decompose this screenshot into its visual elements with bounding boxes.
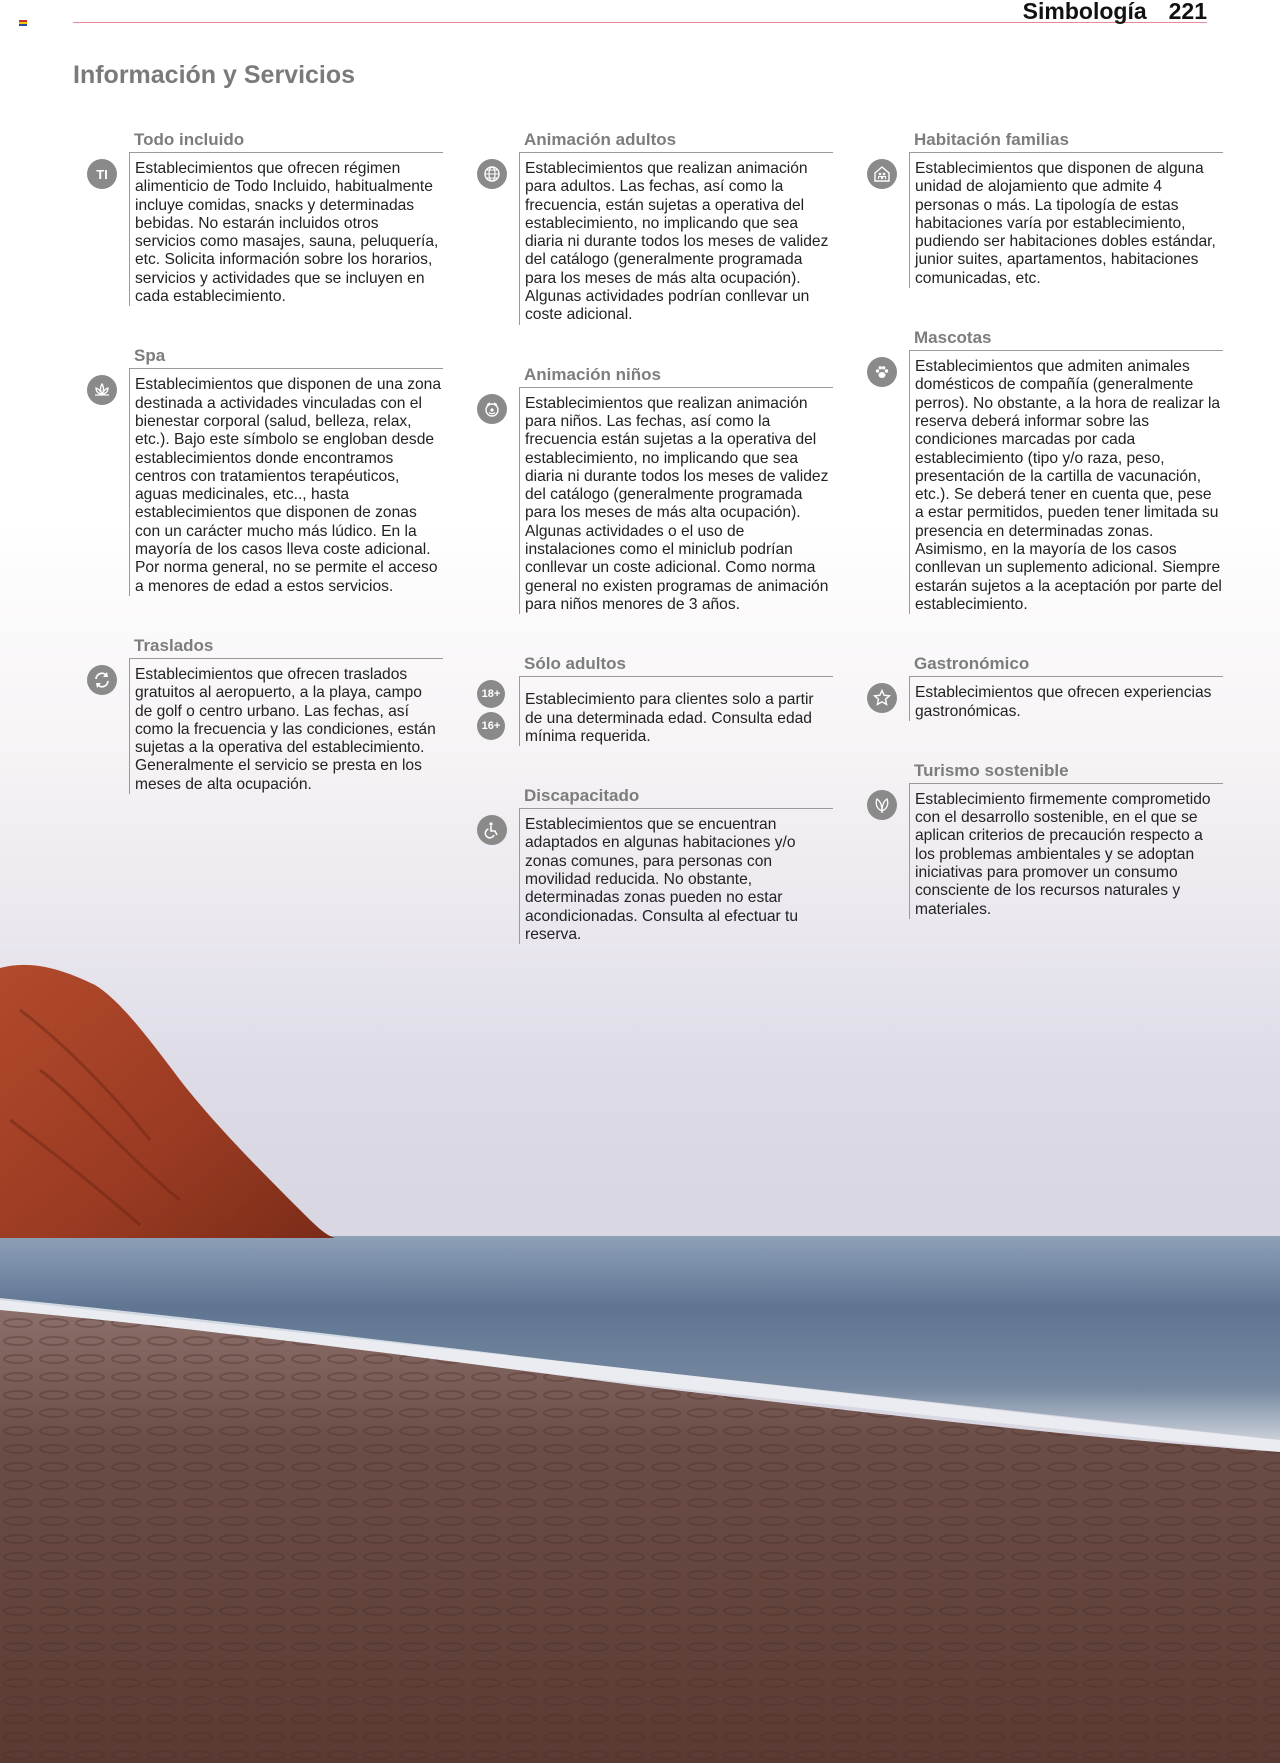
symbol-traslados (73, 634, 443, 794)
symbols-column-2 (463, 128, 833, 944)
symbol-todo-incluido (73, 128, 443, 306)
age-16-icon: 16+ (477, 712, 505, 740)
symbol-mascotas (853, 326, 1223, 614)
language-flag-icon (19, 20, 27, 26)
item-description: Establecimientos que se encuentran adaptados en algunas habitaciones y/o zonas comunes, para personas con movilidad reducida. No obstante, determinadas zonas pueden no estar acondicionadas. Consulta al efectuar tu reserva. (519, 808, 833, 944)
page-header (1023, 0, 1207, 25)
item-title: Traslados (134, 635, 214, 655)
clown-face-icon (477, 394, 507, 424)
item-title: Animación adultos (524, 130, 677, 149)
symbol-animacion-adultos (463, 128, 833, 325)
item-description: Establecimientos que ofrecen régimen alimenticio de Todo Incluido, habitualmente incluye comidas, snacks y determinadas bebidas. No estarán incluidos otros servicios como masajes, sauna, peluquería, etc. Solicita información sobre los horarios, servicios y actividades que se incluyen en cada establecimiento. (129, 152, 443, 306)
symbols-column-1 (73, 128, 443, 794)
item-title: Habitación familias (914, 130, 1069, 149)
item-title: Todo incluido (134, 130, 245, 149)
item-title: Turismo sostenible (914, 760, 1069, 780)
symbol-spa (73, 344, 443, 596)
wheelchair-icon (477, 815, 507, 845)
globe-icon (477, 159, 507, 189)
symbol-gastronomico (853, 652, 1223, 721)
leaf-icon (867, 790, 897, 820)
item-description: Establecimientos que disponen de una zona destinada a actividades vinculadas con el bienestar corporal (salud, belleza, relax, etc.). Bajo este símbolo se engloban desde establecimientos donde encontramos centros con tratamientos terapéuticos, aguas medicinales, etc.., hasta establecimientos que disponen de zonas con un carácter mucho más lúdico. En la mayoría de los casos lleva coste adicional. Por norma general, no se permite el acceso a menores de edad a estos servicios. (129, 368, 443, 596)
item-title: Gastronómico (914, 654, 1030, 674)
item-description: Establecimientos que realizan animación para adultos. Las fechas, así como la frecuencia, están sujetas a operativa del establecimiento, no implicando que sea diaria ni durante todos los meses de validez del catálogo (generalmente programada para los meses de más alta ocupación). Algunas actividades podrían conllevar un coste adicional. (519, 152, 833, 325)
star-icon (867, 683, 897, 713)
lotus-icon (87, 375, 117, 405)
section-title: Simbología (1022, 0, 1147, 24)
symbol-turismo-sostenible (853, 759, 1223, 919)
item-title: Sólo adultos (524, 654, 626, 674)
symbol-animacion-ninos (463, 363, 833, 615)
symbol-discapacitado (463, 784, 833, 944)
symbol-habitacion-familias (853, 128, 1223, 288)
item-description: Establecimientos que admiten animales domésticos de compañía (generalmente perros). No obstante, a la hora de realizar la reserva deberá informar sobre las condiciones marcadas por cada establecimiento (tipo y/o raza, peso, presentación de la cartilla de vacunación, etc.). Se deberá tener en cuenta que, pese a estar permitidos, pueden tener limitada su presencia en determinadas zonas. Asimismo, en la mayoría de los casos conllevan un suplemento adicional. Siempre estarán sujetos a la aceptación por parte del establecimiento. (909, 350, 1223, 614)
item-title: Spa (134, 346, 166, 366)
paw-icon (867, 357, 897, 387)
family-house-icon (867, 159, 897, 189)
age-18-icon: 18+ (477, 680, 505, 708)
item-description: Establecimientos que realizan animación para niños. Las fechas, así como la frecuencia están sujetas a la operativa del establecimiento, no implicando que sea diaria ni durante todos los meses de validez del catálogo (generalmente programada para los meses de más alta ocupación). Algunas actividades o el uso de instalaciones como el miniclub podrían conllevar un coste adicional. Como norma general no existen programas de animación para niños menores de 3 años. (519, 387, 833, 615)
symbol-solo-adultos (463, 652, 833, 746)
page-title: Información y Servicios (73, 61, 356, 89)
item-title: Animación niños (524, 364, 661, 384)
item-title: Discapacitado (524, 786, 640, 806)
transfer-arrows-icon (87, 665, 117, 695)
todo-incluido-icon: TI (87, 159, 117, 189)
item-description: Establecimientos que ofrecen experiencias gastronómicas. (909, 676, 1223, 721)
item-description: Establecimiento firmemente comprometido con el desarrollo sostenible, en el que se aplican criterios de precaución respecto a los problemas ambientales y se adoptan iniciativas para promover un consumo consciente de los recursos naturales y materiales. (909, 783, 1223, 919)
item-title: Mascotas (914, 328, 992, 348)
item-description: Establecimientos que disponen de alguna unidad de alojamiento que admite 4 personas o más. La tipología de estas habitaciones varía por establecimiento, pudiendo ser habitaciones dobles estándar, junior suites, apartamentos, habitaciones comunicadas, etc. (909, 152, 1223, 288)
item-description: Establecimientos que ofrecen traslados gratuitos al aeropuerto, a la playa, campo de golf o centro urbano. Las fechas, así como la frecuencia y las condiciones, están sujetas a la operativa del establecimiento. Generalmente el servicio se presta en los meses de alta ocupación. (129, 658, 443, 794)
page-number: 221 (1168, 0, 1207, 24)
symbols-column-3 (853, 128, 1223, 919)
item-description: Establecimiento para clientes solo a partir de una determinada edad. Consulta edad mínima requerida. (519, 676, 833, 746)
